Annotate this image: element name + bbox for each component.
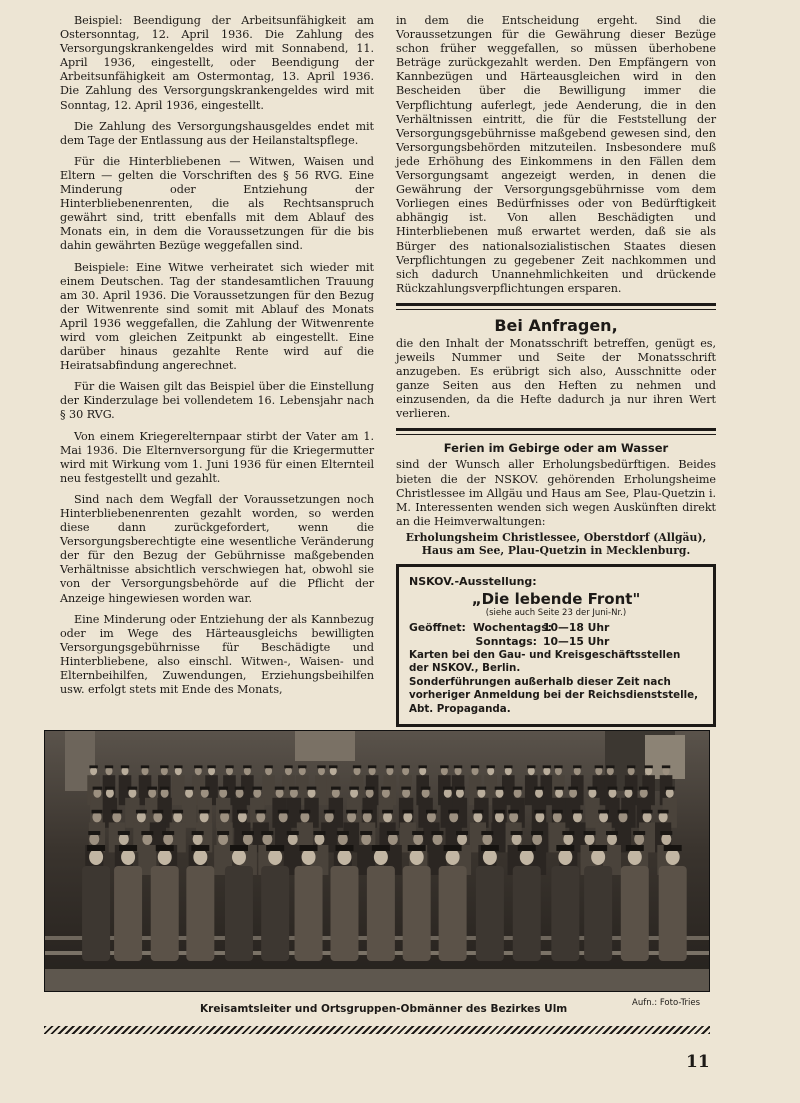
person-cap xyxy=(481,831,493,835)
person-cap xyxy=(194,765,202,768)
person-cap xyxy=(639,787,649,790)
person-cap xyxy=(426,810,437,814)
person-head xyxy=(337,849,351,865)
person-cap xyxy=(174,765,182,768)
person-cap xyxy=(573,765,581,768)
person-head xyxy=(446,849,460,865)
person-cap xyxy=(568,787,578,790)
person-cap xyxy=(531,831,543,835)
person-cap xyxy=(278,810,289,814)
person-cap xyxy=(230,845,248,851)
person-body xyxy=(330,866,358,961)
person-cap xyxy=(660,831,672,835)
anfragen-text: die den Inhalt der Monatsschrift betreffen, genügt es, jeweils Nummer und Seite der Monatsschrift anzugeben. Es erübrigt sich also, Ausschnitte oder ganze Seiten aus den Heften zu nehmen und einzusenden, da die Hefte dadurch ja nur ihren Wert verlieren. xyxy=(396,336,716,421)
person-cap xyxy=(588,787,598,790)
person-body xyxy=(403,866,431,961)
person-cap xyxy=(141,831,153,835)
person-cap xyxy=(518,845,536,851)
person-cap xyxy=(87,845,105,851)
weekdays-label: Wochentags: xyxy=(473,620,552,634)
person-cap xyxy=(147,787,157,790)
person-cap xyxy=(627,765,635,768)
person-head xyxy=(158,849,172,865)
person-cap xyxy=(121,765,129,768)
person-cap xyxy=(454,765,462,768)
person-cap xyxy=(381,787,391,790)
person-cap xyxy=(300,845,318,851)
person-body xyxy=(551,866,579,961)
person-cap xyxy=(160,787,170,790)
person-cap xyxy=(266,845,284,851)
person-cap xyxy=(237,810,248,814)
photo-caption: Kreisamtsleiter und Ortsgruppen-Obmänner des Bezirkes Ulm xyxy=(200,1003,568,1015)
person-cap xyxy=(199,810,210,814)
paragraph: Eine Minderung oder Entziehung der als Kannbezug oder im Wege des Härteausgleichs bewilligten Versorgungsgebührnisse für Beschädigte und Hinterbliebene, also einschl. Witwen-, Waisen- und Elternbeihilfen, Zuwendungen, Erziehungsbeihilfen usw. erfolgt stets mit Ende des Monats, xyxy=(60,612,374,697)
person-cap xyxy=(386,765,394,768)
person-body xyxy=(82,866,110,961)
person-cap xyxy=(218,787,228,790)
person-body xyxy=(367,866,395,961)
weekdays-hours: 10—18 Uhr xyxy=(543,620,610,634)
person-cap xyxy=(543,765,551,768)
exhibition-heading: NSKOV.-Ausstellung: xyxy=(409,574,537,588)
person-cap xyxy=(243,765,251,768)
person-head xyxy=(121,849,135,865)
person-head xyxy=(302,849,316,865)
person-cap xyxy=(443,787,453,790)
person-cap xyxy=(141,765,149,768)
person-body xyxy=(513,866,541,961)
person-cap xyxy=(162,831,174,835)
person-cap xyxy=(156,845,174,851)
paragraph: Für die Hinterbliebenen — Witwen, Waisen und Eltern — gelten die Vorschriften des § 56 RVG. Eine Minderung oder Entziehung der Hinterbliebenenrenten, die als Rechtsanspruch gewährt sind, tritt ebenfalls mit dem Ablauf des Monats ein, in dem die Voraussetzungen für die bis dahin gewährten Bezüge weggefallen sind. xyxy=(60,154,374,253)
paragraph: Die Zahlung des Versorgungshausgeldes endet mit dem Tage der Entlassung aus der Heilanstaltspflege. xyxy=(60,119,374,147)
paragraph: Beispiel: Beendigung der Arbeitsunfähigkeit am Ostersonntag, 12. April 1936. Die Zahlung des Versorgungskrankengeldes wird mit Sonnabend, 11. April 1936, eingestellt, oder Beendigung der Arbeitsunfähigkeit am Ostermontag, 13. April 1936. Die Zahlung des Versorgungskrankengeldes wird mit Sonntag, 12. April 1936, eingestellt. xyxy=(60,14,374,112)
person-cap xyxy=(471,765,479,768)
person-cap xyxy=(136,810,147,814)
person-cap xyxy=(477,787,487,790)
person-cap xyxy=(534,787,544,790)
person-head xyxy=(666,849,680,865)
sundays-hours: 10—15 Uhr xyxy=(543,634,610,648)
person-cap xyxy=(289,787,299,790)
person-cap xyxy=(508,810,519,814)
person-cap xyxy=(335,845,353,851)
person-cap xyxy=(448,810,459,814)
person-cap xyxy=(644,765,652,768)
person-cap xyxy=(88,831,100,835)
person-body xyxy=(659,866,687,961)
person-cap xyxy=(105,765,113,768)
person-cap xyxy=(662,765,670,768)
person-cap xyxy=(589,845,607,851)
person-cap xyxy=(440,765,448,768)
person-cap xyxy=(606,831,618,835)
person-body xyxy=(476,866,504,961)
person-body xyxy=(584,866,612,961)
person-cap xyxy=(337,831,349,835)
person-cap xyxy=(402,810,413,814)
person-cap xyxy=(235,787,245,790)
person-body xyxy=(151,866,179,961)
divider xyxy=(396,428,716,435)
person-cap xyxy=(504,765,512,768)
person-cap xyxy=(128,787,138,790)
person-head xyxy=(193,849,207,865)
person-cap xyxy=(284,765,292,768)
person-cap xyxy=(401,765,409,768)
paragraph: Für die Waisen gilt das Beispiel über die Einstellung der Kinderzulage bei vollendetem 16. Lebensjahr nach § 30 RVG. xyxy=(60,380,374,422)
person-body xyxy=(225,866,253,961)
person-head xyxy=(558,849,572,865)
person-cap xyxy=(494,810,505,814)
sundays-label: Sonntags: xyxy=(475,634,537,648)
person-cap xyxy=(372,845,390,851)
person-body xyxy=(295,866,323,961)
person-cap xyxy=(92,810,103,814)
person-cap xyxy=(444,845,462,851)
person-cap xyxy=(242,831,254,835)
person-cap xyxy=(665,787,675,790)
person-body xyxy=(439,866,467,961)
person-cap xyxy=(329,765,337,768)
person-cap xyxy=(572,810,583,814)
person-head xyxy=(410,849,424,865)
person-head xyxy=(483,849,497,865)
person-cap xyxy=(418,765,426,768)
person-cap xyxy=(105,787,115,790)
person-head xyxy=(232,849,246,865)
person-cap xyxy=(287,831,299,835)
person-cap xyxy=(111,810,122,814)
person-cap xyxy=(606,765,614,768)
person-cap xyxy=(495,787,505,790)
person-cap xyxy=(349,787,359,790)
person-cap xyxy=(275,787,285,790)
anfragen-heading: Bei Anfragen, xyxy=(494,315,618,335)
person-cap xyxy=(93,787,103,790)
left-column xyxy=(60,14,374,704)
person-cap xyxy=(217,831,229,835)
opening-hours xyxy=(409,621,703,649)
person-cap xyxy=(401,787,411,790)
person-head xyxy=(628,849,642,865)
person-cap xyxy=(408,845,426,851)
person-cap xyxy=(191,845,209,851)
person-cap xyxy=(456,831,468,835)
person-cap xyxy=(255,810,266,814)
person-cap xyxy=(207,765,215,768)
person-cap xyxy=(387,831,399,835)
person-cap xyxy=(554,765,562,768)
group-photo xyxy=(44,730,710,992)
person-cap xyxy=(346,810,357,814)
person-cap xyxy=(527,765,535,768)
person-cap xyxy=(298,765,306,768)
person-body xyxy=(621,866,649,961)
person-cap xyxy=(624,787,634,790)
person-cap xyxy=(353,765,361,768)
person-cap xyxy=(421,787,431,790)
person-cap xyxy=(225,765,233,768)
person-cap xyxy=(317,765,325,768)
paragraph: in dem die Entscheidung ergeht. Sind die Voraussetzungen für die Gewährung dieser Bezüge schon früher weggefallen, so müssen überhobene Beträge zurückgezahlt werden. Den Empfängern von Kannbezügen und Härteausgleichen wird in den Bescheiden über die Bewilligung immer die Verpflichtung auferlegt, jede Aenderung, die in den Verhältnissen eintritt, die für die Feststellung der Versorgungsgebührnisse maßgebend gewesen sind, den Versorgungsbehörden mitzuteilen. Insbesondere muß jede Erhöhung des Einkommens in den Fällen dem Versorgungsamt angezeigt werden, in denen die Gewährung der Versorgungsgebührnisse vom dem Vorliegen eines Bedürfnisses oder von Bedürftigkeit abhängig ist. Von allen Beschädigten und Hinterbliebenen muß erwartet werden, daß sie als Bürger des nationalsozialistischen Staates diesen Verpflichtungen zu gegebener Zeit nachkommen und sich dadurch Unannehmlichkeiten und drückende Rückzahlungsverpflichtungen ersparen. xyxy=(396,14,716,295)
person-cap xyxy=(313,831,325,835)
group-photo-image xyxy=(45,731,710,992)
person-cap xyxy=(219,810,230,814)
opened-label: Geöffnet: xyxy=(409,620,466,634)
person-head xyxy=(374,849,388,865)
person-head xyxy=(591,849,605,865)
person-cap xyxy=(365,787,375,790)
person-cap xyxy=(324,810,335,814)
exhibition-box xyxy=(396,564,716,727)
person-cap xyxy=(511,831,523,835)
paragraph: Von einem Kriegerelternpaar stirbt der Vater am 1. Mai 1936. Die Elternversorgung für die Kriegermutter wird mit Wirkung vom 1. Juni 1936 für einen Elternteil neu festgestellt und gezahlt. xyxy=(60,429,374,485)
tickets-info: Karten bei den Gau- und Kreisgeschäftsstellen der NSKOV., Berlin. xyxy=(409,648,681,675)
ferien-heading: Ferien im Gebirge oder am Wasser xyxy=(443,441,669,456)
person-cap xyxy=(486,765,494,768)
person-cap xyxy=(299,810,310,814)
person-cap xyxy=(608,787,618,790)
person-cap xyxy=(200,787,210,790)
paragraph: Beispiele: Eine Witwe verheiratet sich wieder mit einem Deutschen. Tag der standesamtlichen Trauung am 30. April 1936. Die Voraussetzungen für den Bezug der Witwenrente sind somit mit Ablauf des Monats April 1936 weggefallen, die Zahlung der Witwenrente wird vom gleichen Zeitpunkt ab eingestellt. Eine darüber hinaus gezahlte Rente wird auf die Heiratsabfindung angerechnet. xyxy=(60,260,374,373)
person-cap xyxy=(172,810,183,814)
person-cap xyxy=(118,831,130,835)
person-cap xyxy=(412,831,424,835)
paragraph: Sind nach dem Wegfall der Voraussetzungen noch Hinterbliebenenrenten gezahlt worden, so werden diese dann zurückgefordert, wenn die Versorgungsberechtigte eine wesentliche Veränderung der für den Bezug der Gebührnisse maßgebenden Verhältnisse absichtlich verschwiegen hat, obwohl sie von der Versorgungsbehörde auf die Pflicht der Anzeige hingewiesen worden war. xyxy=(60,492,374,605)
person-cap xyxy=(664,845,682,851)
exhibition-subtitle: (siehe auch Seite 23 der Juni-Nr.) xyxy=(485,607,627,618)
person-cap xyxy=(633,831,645,835)
person-body xyxy=(186,866,214,961)
person-cap xyxy=(556,845,574,851)
tours-info: Sonderführungen außerhalb dieser Zeit nach vorheriger Anmeldung bei der Reichsdienststelle, Abt. Propaganda. xyxy=(409,675,699,715)
person-cap xyxy=(160,765,168,768)
person-cap xyxy=(455,787,465,790)
person-cap xyxy=(362,810,373,814)
person-cap xyxy=(562,831,574,835)
person-body xyxy=(261,866,289,961)
person-cap xyxy=(119,845,137,851)
person-cap xyxy=(368,765,376,768)
person-cap xyxy=(360,831,372,835)
right-column xyxy=(396,14,716,727)
person-cap xyxy=(513,787,523,790)
person-cap xyxy=(184,787,194,790)
person-cap xyxy=(261,831,273,835)
ferien-address: Haus am See, Plau-Quetzin in Mecklenburg. xyxy=(421,544,691,558)
person-cap xyxy=(658,810,669,814)
exhibition-title: „Die lebende Front" xyxy=(471,589,641,608)
person-cap xyxy=(534,810,545,814)
divider xyxy=(396,303,716,310)
person-cap xyxy=(252,787,262,790)
person-head xyxy=(520,849,534,865)
person-cap xyxy=(152,810,163,814)
person-cap xyxy=(598,810,609,814)
person-head xyxy=(89,849,103,865)
person-cap xyxy=(554,787,564,790)
person-cap xyxy=(481,845,499,851)
person-cap xyxy=(382,810,393,814)
person-cap xyxy=(642,810,653,814)
bottom-rule xyxy=(44,1026,710,1034)
person-cap xyxy=(192,831,204,835)
photo-credit: Aufn.: Foto-Tries xyxy=(632,998,701,1008)
person-cap xyxy=(552,810,563,814)
person-cap xyxy=(431,831,443,835)
person-cap xyxy=(584,831,596,835)
person-cap xyxy=(626,845,644,851)
person-cap xyxy=(618,810,629,814)
person-body xyxy=(114,866,142,961)
person-cap xyxy=(264,765,272,768)
ferien-text: sind der Wunsch aller Erholungsbedürftigen. Beides bieten die der NSKOV. gehörenden Erholungsheime Christlessee im Allgäu und Haus am See, Plau-Quetzin i. M. Interessenten wenden sich wegen Auskünften direkt an die Heimverwaltungen: xyxy=(396,458,716,528)
person-cap xyxy=(473,810,484,814)
ferien-address: Erholungsheim Christlessee, Oberstdorf (Allgäu), xyxy=(405,530,707,544)
page-number: 11 xyxy=(686,1052,710,1072)
person-cap xyxy=(595,765,603,768)
person-cap xyxy=(307,787,317,790)
person-cap xyxy=(89,765,97,768)
person-head xyxy=(268,849,282,865)
person-cap xyxy=(331,787,341,790)
